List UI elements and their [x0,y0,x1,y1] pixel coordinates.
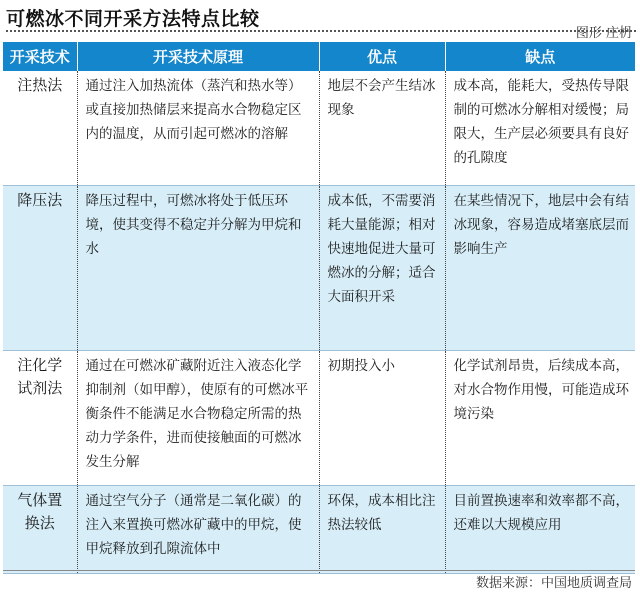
comparison-table [3,42,635,574]
pros-cell: 环保，成本相比注热法较低 [319,485,445,573]
method-cell: 降压法 [3,185,77,350]
pros-cell: 成本低，不需要消耗大量能源；相对快速地促进大量可燃冰的分解；适合大面积开采 [319,185,445,350]
principle-cell: 降压过程中，可燃冰将处于低压环境，使其变得不稳定并分解为甲烷和水 [77,185,319,350]
cons-cell: 目前置换速率和效率都不高，还难以大规模应用 [445,485,635,573]
method-cell: 注化学试剂法 [3,350,77,485]
header-cons: 缺点 [445,42,635,71]
pros-cell: 地层不会产生结冰现象 [319,71,445,185]
title-divider [6,30,636,32]
table-row [3,185,635,350]
page-title: 可燃冰不同开采方法特点比较 [6,8,260,30]
table-header-row [3,42,635,71]
method-cell: 注热法 [3,71,77,185]
header-principle: 开采技术原理 [77,42,319,71]
header-method: 开采技术 [3,42,77,71]
header-pros: 优点 [319,42,445,71]
pros-cell: 初期投入小 [319,350,445,485]
principle-cell: 通过在可燃冰矿藏附近注入液态化学抑制剂（如甲醇），使原有的可燃冰平衡条件不能满足水合物稳定所需的热动力学条件，进而使接触面的可燃冰发生分解 [77,350,319,485]
table-row [3,485,635,573]
footer-divider [3,570,635,571]
table-row [3,350,635,485]
graphic-credit: 图形 庄枬 [575,26,632,41]
principle-cell: 通过空气分子（通常是二氧化碳）的注入来置换可燃冰矿藏中的甲烷，使甲烷释放到孔隙流体中 [77,485,319,573]
cons-cell: 在某些情况下，地层中会有结冰现象，容易造成堵塞底层而影响生产 [445,185,635,350]
method-cell: 气体置换法 [3,485,77,573]
principle-cell: 通过注入加热流体（蒸汽和热水等）或直接加热储层来提高水合物稳定区内的温度，从而引起可燃冰的溶解 [77,71,319,185]
table-row [3,71,635,185]
cons-cell: 化学试剂昂贵，后续成本高，对水合物作用慢，可能造成环境污染 [445,350,635,485]
data-source: 数据来源：中国地质调查局 [475,576,632,591]
cons-cell: 成本高，能耗大，受热传导限制的可燃冰分解相对缓慢；局限大，生产层必须要具有良好的孔隙度 [445,71,635,185]
